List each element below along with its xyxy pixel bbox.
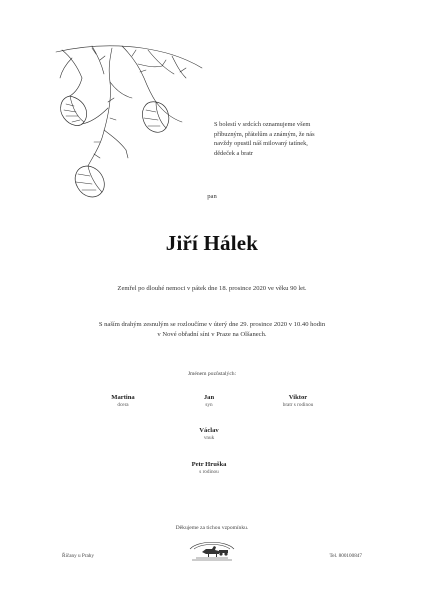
farewell-line: v Nové obřadní síni v Praze na Olšanech. bbox=[157, 330, 267, 338]
funeral-service-horse-logo-icon bbox=[182, 537, 242, 563]
mourner-name: Václav bbox=[199, 427, 219, 434]
mourner-name: Viktor bbox=[288, 394, 308, 401]
leaf-branch-ornament-icon bbox=[52, 38, 212, 208]
mourner-name: Jan bbox=[203, 394, 215, 401]
mourner bbox=[238, 393, 358, 409]
farewell-line: S naším drahým zesnulým se rozloučíme v úterý dne 29. prosince 2020 v 10.40 hodin bbox=[98, 321, 326, 328]
mourners-heading: Jménem pozůstalých: bbox=[187, 371, 237, 377]
footer-phone: Tel. 800100847 bbox=[329, 553, 362, 559]
intro-text bbox=[214, 120, 364, 158]
farewell-details bbox=[0, 320, 424, 340]
mourner-relation: syn bbox=[205, 402, 213, 408]
intro-line: navždy opustil náš milovaný tatínek, bbox=[214, 140, 308, 148]
salutation: pan bbox=[207, 193, 217, 200]
deceased-name: Jiří Hálek bbox=[165, 231, 259, 255]
footer-location: Říčany u Prahy bbox=[62, 553, 94, 559]
mourner bbox=[149, 460, 269, 476]
mourner-relation: vnuk bbox=[203, 435, 215, 441]
mourner-name: Petr Hruška bbox=[191, 461, 227, 468]
mourner-relation: dcera bbox=[117, 402, 129, 408]
death-announcement: Zemřel po dlouhé nemoci v pátek dne 18. prosince 2020 ve věku 90 let. bbox=[117, 285, 307, 292]
mourner bbox=[149, 426, 269, 442]
thanks-note: Děkujeme za tichou vzpomínku. bbox=[175, 525, 249, 531]
mourner-relation: bratr s rodinou bbox=[282, 402, 314, 408]
intro-line: S bolestí v srdcích oznamujeme všem bbox=[214, 121, 311, 128]
intro-line: příbuzným, přátelům a známým, že nás bbox=[214, 130, 315, 138]
intro-line: dědeček a bratr bbox=[214, 149, 254, 157]
mourner-name: Martina bbox=[111, 394, 135, 401]
mourner-relation: s rodinou bbox=[199, 469, 219, 475]
